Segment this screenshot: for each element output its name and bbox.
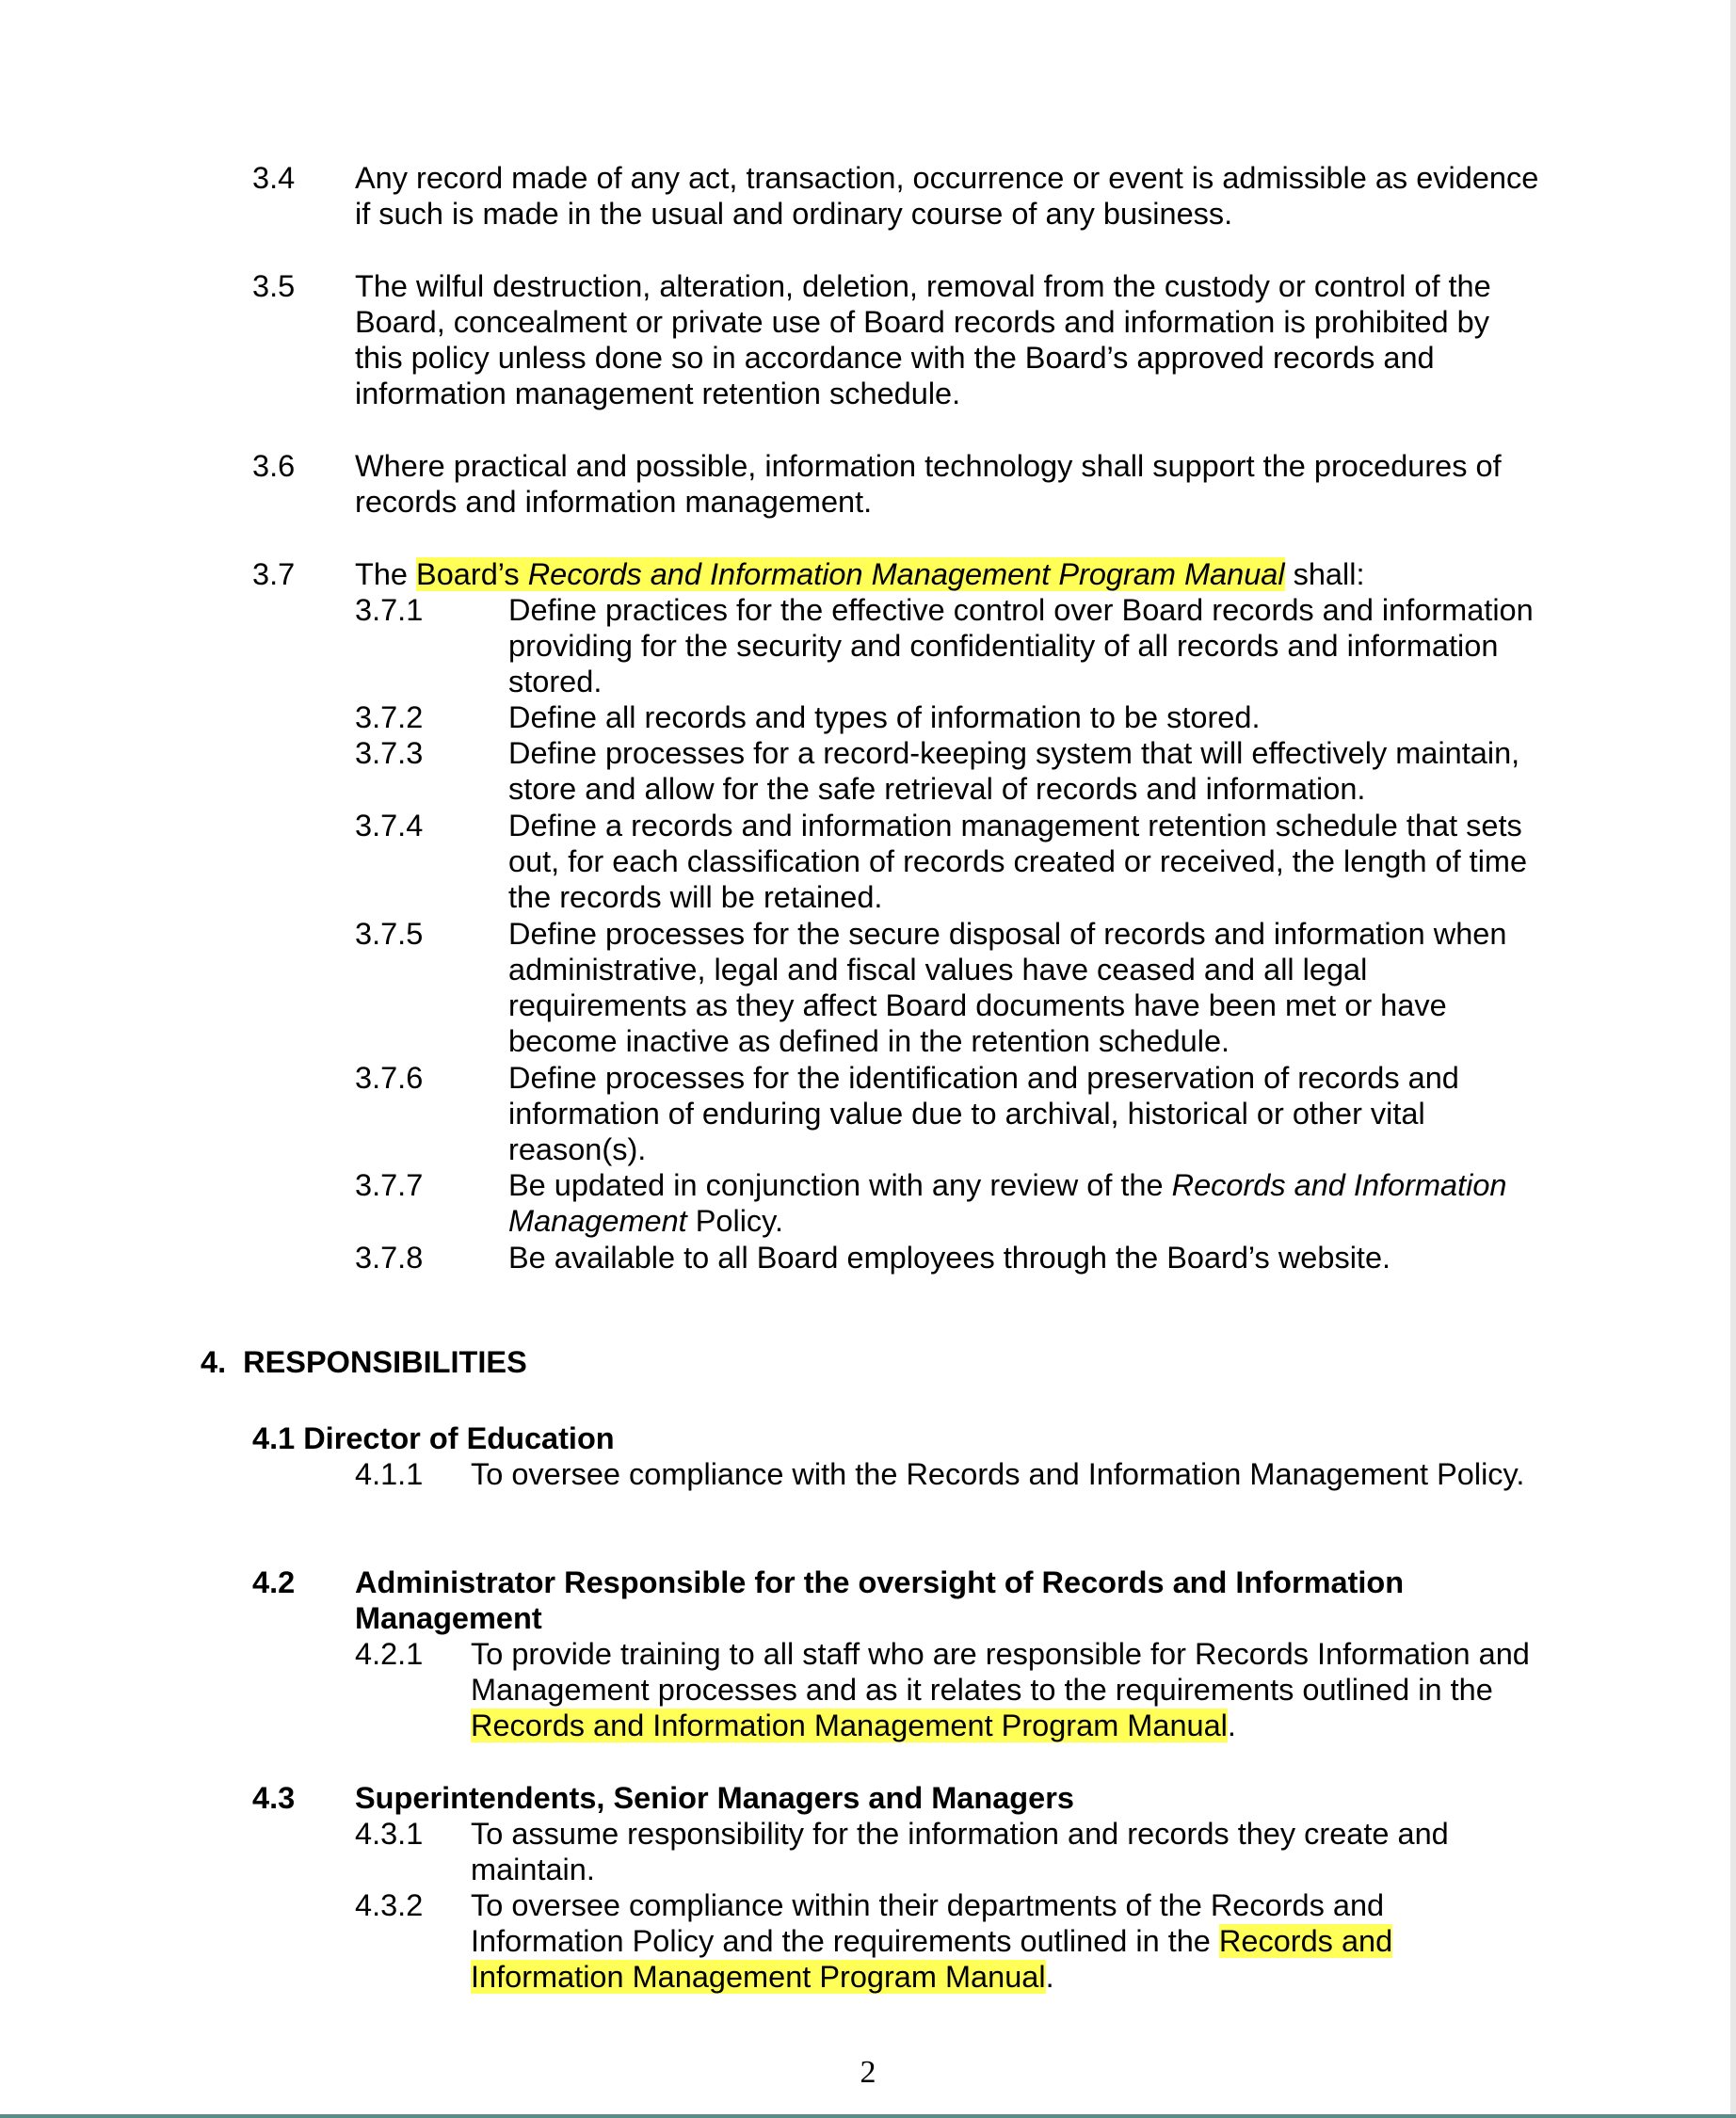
section-number: 4.2 <box>252 1565 296 1599</box>
subsection-text <box>508 1167 1553 1239</box>
subsection-text: To assume responsibility for the information and records they create and maintain. <box>471 1817 1449 1886</box>
subsection-number: 3.7.2 <box>355 700 424 734</box>
page-right-edge <box>1730 0 1736 2118</box>
text-run: . <box>1045 1960 1054 1994</box>
subsection-text: Define processes for the secure disposal of records and information when administrative, legal and fiscal values have ceased and all legal requirements as they affect Board documents have been met or have become inactive as defined in the retention schedule. <box>508 917 1507 1058</box>
subsection-number: 3.7.6 <box>355 1061 424 1095</box>
subsection-text: Define practices for the effective control over Board records and information providing for the security and confidentiality of all records and information stored. <box>508 593 1534 698</box>
section-text: Any record made of any act, transaction, occurrence or event is admissible as evidence if such is made in the usual and ordinary course of any business. <box>355 161 1539 231</box>
section-heading: 4. RESPONSIBILITIES <box>201 1345 527 1379</box>
subsection-text: Be available to all Board employees through the Board’s website. <box>508 1241 1391 1275</box>
text-run: To oversee compliance within their departments of the Records and Information Policy and the requirements outlined in the <box>471 1888 1385 1958</box>
section-text: Where practical and possible, information technology shall support the procedures of records and information management. <box>355 449 1502 519</box>
highlighted-text: Records and Information Management Program Manual <box>471 1709 1228 1742</box>
page-number: 2 <box>860 2055 876 2090</box>
highlighted-italic-text: Records and Information Management Program Manual <box>527 557 1285 591</box>
text-run: Policy. <box>686 1204 784 1238</box>
subsection-number: 4.1.1 <box>355 1457 424 1491</box>
subsection-number: 4.3.2 <box>355 1888 424 1922</box>
subsection-text: Define a records and information management retention schedule that sets out, for each classification of records created or received, the length of time the records will be retained. <box>508 809 1528 914</box>
subsection-number: 3.7.5 <box>355 917 424 951</box>
section-number: 3.5 <box>252 269 296 303</box>
subsection-text <box>471 1636 1544 1743</box>
subsection-heading: 4.1 Director of Education <box>252 1421 615 1455</box>
subsection-text: To oversee compliance with the Records and Information Management Policy. <box>471 1457 1525 1491</box>
subsection-number: 3.7.8 <box>355 1241 424 1275</box>
section-text: The wilful destruction, alteration, deletion, removal from the custody or control of the Board, concealment or private use of Board records and information is prohibited by this policy unless done so in accordance with the Board’s approved records and information management retention schedule. <box>355 269 1491 410</box>
text-run: To provide training to all staff who are responsible for Records Information and Management processes and as it relates to the requirements outlined in the <box>471 1637 1530 1707</box>
section-number: 3.4 <box>252 161 296 195</box>
subsection-number: 4.2.1 <box>355 1637 424 1671</box>
text-run: . <box>1227 1709 1236 1742</box>
subsection-number: 3.7.4 <box>355 809 424 842</box>
highlighted-text: Board’s <box>416 557 528 591</box>
text-run: shall: <box>1284 557 1365 591</box>
section-number: 3.6 <box>252 449 296 483</box>
subsection-number: 3.7.3 <box>355 736 424 770</box>
text-run: Be updated in conjunction with any review of the <box>508 1168 1172 1202</box>
text-run: The <box>355 557 417 591</box>
page-bottom-edge <box>0 2114 1736 2118</box>
subsection-text: Define all records and types of information to be stored. <box>508 700 1261 734</box>
section-text <box>355 556 1541 592</box>
section-number: 4.3 <box>252 1781 296 1815</box>
subsection-heading: Administrator Responsible for the oversight of Records and Information Management <box>355 1565 1405 1635</box>
subsection-number: 3.7.1 <box>355 593 424 627</box>
subsection-heading: Superintendents, Senior Managers and Managers <box>355 1781 1074 1815</box>
italic-text: Records and Information Management <box>508 1168 1507 1238</box>
subsection-text <box>471 1887 1431 1995</box>
highlighted-text: Records and Information Management Program Manual <box>471 1924 1393 1994</box>
subsection-number: 3.7.7 <box>355 1168 424 1202</box>
section-number: 3.7 <box>252 557 296 591</box>
subsection-number: 4.3.1 <box>355 1817 424 1851</box>
subsection-text: Define processes for the identification and preservation of records and information of enduring value due to archival, historical or other vital reason(s). <box>508 1061 1459 1166</box>
subsection-text: Define processes for a record-keeping system that will effectively maintain, store and allow for the safe retrieval of records and information. <box>508 736 1520 806</box>
